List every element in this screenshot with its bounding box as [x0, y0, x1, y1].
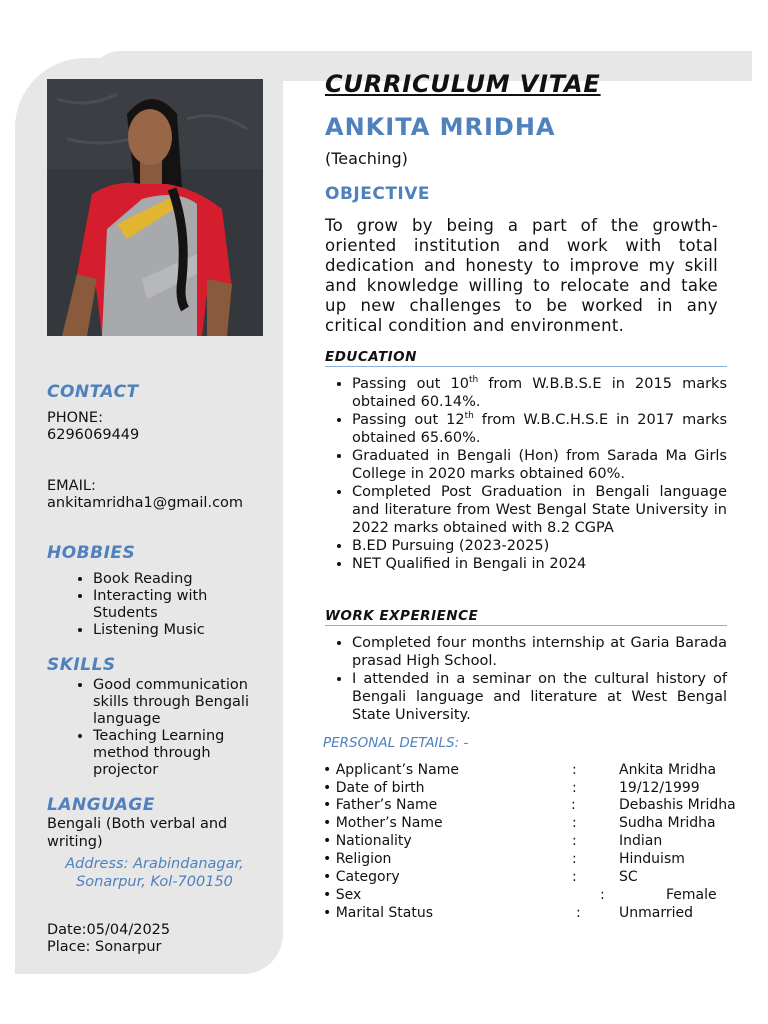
- list-item: • Good communication skills through Bengali language: [93, 677, 265, 728]
- list-item: [352, 375, 727, 411]
- place: Place: Sonarpur: [47, 939, 162, 955]
- edu-text: NET Qualified in Bengali in 2024: [352, 556, 587, 572]
- skills-heading: SKILLS: [47, 655, 116, 675]
- education-list: [325, 375, 727, 573]
- detail-label: • Mother’s Name: [323, 815, 443, 831]
- detail-colon: :: [572, 780, 577, 796]
- hobbies-list: [47, 571, 265, 639]
- detail-label: • Category: [323, 869, 400, 885]
- edu-sup: th: [468, 375, 479, 386]
- detail-value: Debashis Mridha: [619, 797, 736, 813]
- phone-label: PHONE:: [47, 410, 103, 426]
- list-item: • I attended in a seminar on the cultural history of Bengali language and literature at West Bengal State University.: [352, 670, 727, 724]
- detail-label: • Date of birth: [323, 780, 425, 796]
- detail-label: • Religion: [323, 851, 392, 867]
- edu-text: Passing out 10: [352, 376, 469, 392]
- detail-label: • Marital Status: [323, 905, 434, 921]
- detail-value: Female: [666, 887, 717, 903]
- language-heading: LANGUAGE: [47, 795, 155, 815]
- hobbies-heading: HOBBIES: [47, 543, 136, 563]
- work-list: [325, 634, 727, 724]
- edu-text: Graduated in Bengali (Hon) from Sarada Ma Girls College in 2020 marks obtained 60%.: [352, 448, 727, 482]
- work-heading: WORK EXPERIENCE: [325, 608, 727, 626]
- detail-value: Hinduism: [619, 851, 685, 867]
- edu-text: B.ED Pursuing (2023-2025): [352, 538, 550, 554]
- edu-text: from W.B.C.H.S.E in 2017 marks obtained 65.60%.: [352, 412, 727, 446]
- list-item: • Book Reading: [93, 571, 265, 588]
- edu-text: Completed Post Graduation in Bengali language and literature from West Bengal State University in 2022 marks obtained with 8.2 CGPA: [352, 484, 727, 536]
- profile-photo: [47, 79, 263, 336]
- table-row: [323, 780, 743, 798]
- list-item: • Interacting with Students: [93, 588, 265, 622]
- detail-colon: :: [572, 815, 577, 831]
- detail-value: Ankita Mridha: [619, 762, 717, 778]
- objective-text: To grow by being a part of the growth-oriented institution and work with total dedication and honesty to improve my skill and knowledge willing to relocate and take up new challenges to be worked in any critical condition and environment.: [325, 216, 718, 335]
- edu-text: Passing out 12: [352, 412, 465, 428]
- date: Date:05/04/2025: [47, 922, 171, 938]
- table-row: [323, 869, 743, 887]
- list-item: [352, 537, 727, 555]
- detail-colon: :: [600, 887, 605, 903]
- list-item: • Teaching Learning method through projector: [93, 728, 265, 779]
- detail-value: SC: [619, 869, 638, 885]
- detail-label: • Sex: [323, 887, 362, 903]
- table-row: [323, 815, 743, 833]
- candidate-name: ANKITA MRIDHA: [325, 113, 556, 141]
- table-row: [323, 851, 743, 869]
- address: Address: Arabindanagar, Sonarpur, Kol-700150: [65, 856, 244, 890]
- list-item: [352, 447, 727, 483]
- candidate-subtitle: (Teaching): [325, 149, 408, 168]
- list-item: [352, 555, 727, 573]
- phone-number: 6296069449: [47, 427, 140, 443]
- table-row: [323, 797, 743, 815]
- detail-label: • Father’s Name: [323, 797, 438, 813]
- email-label: EMAIL:: [47, 478, 96, 494]
- skills-list: [47, 677, 265, 779]
- detail-value: Unmarried: [619, 905, 693, 921]
- detail-value: 19/12/1999: [619, 780, 700, 796]
- detail-colon: :: [572, 762, 577, 778]
- table-row: [323, 762, 743, 780]
- objective-heading: OBJECTIVE: [325, 184, 431, 204]
- education-heading: EDUCATION: [325, 349, 727, 367]
- detail-label: • Applicant’s Name: [323, 762, 459, 778]
- list-item: • Listening Music: [93, 622, 265, 639]
- detail-colon: :: [572, 869, 577, 885]
- contact-heading: CONTACT: [47, 382, 139, 402]
- personal-heading: PERSONAL DETAILS: -: [323, 735, 469, 751]
- detail-colon: :: [576, 905, 581, 921]
- edu-text: from W.B.B.S.E in 2015 marks obtained 60.14%.: [352, 376, 727, 410]
- list-item: [352, 411, 727, 447]
- table-row: [323, 887, 743, 905]
- table-row: [323, 833, 743, 851]
- email-address: ankitamridha1@gmail.com: [47, 495, 244, 511]
- detail-colon: :: [571, 797, 576, 813]
- document-title: CURRICULUM VITAE: [325, 70, 601, 98]
- list-item: • Completed four months internship at Garia Barada prasad High School.: [352, 634, 727, 670]
- detail-label: • Nationality: [323, 833, 412, 849]
- table-row: [323, 905, 743, 923]
- edu-sup: th: [464, 411, 474, 422]
- profile-photo-illustration: [47, 79, 263, 336]
- list-item: [352, 483, 727, 537]
- detail-colon: :: [572, 851, 577, 867]
- language-text: Bengali (Both verbal and writing): [47, 816, 228, 850]
- detail-colon: :: [572, 833, 577, 849]
- detail-value: Sudha Mridha: [619, 815, 716, 831]
- detail-value: Indian: [619, 833, 663, 849]
